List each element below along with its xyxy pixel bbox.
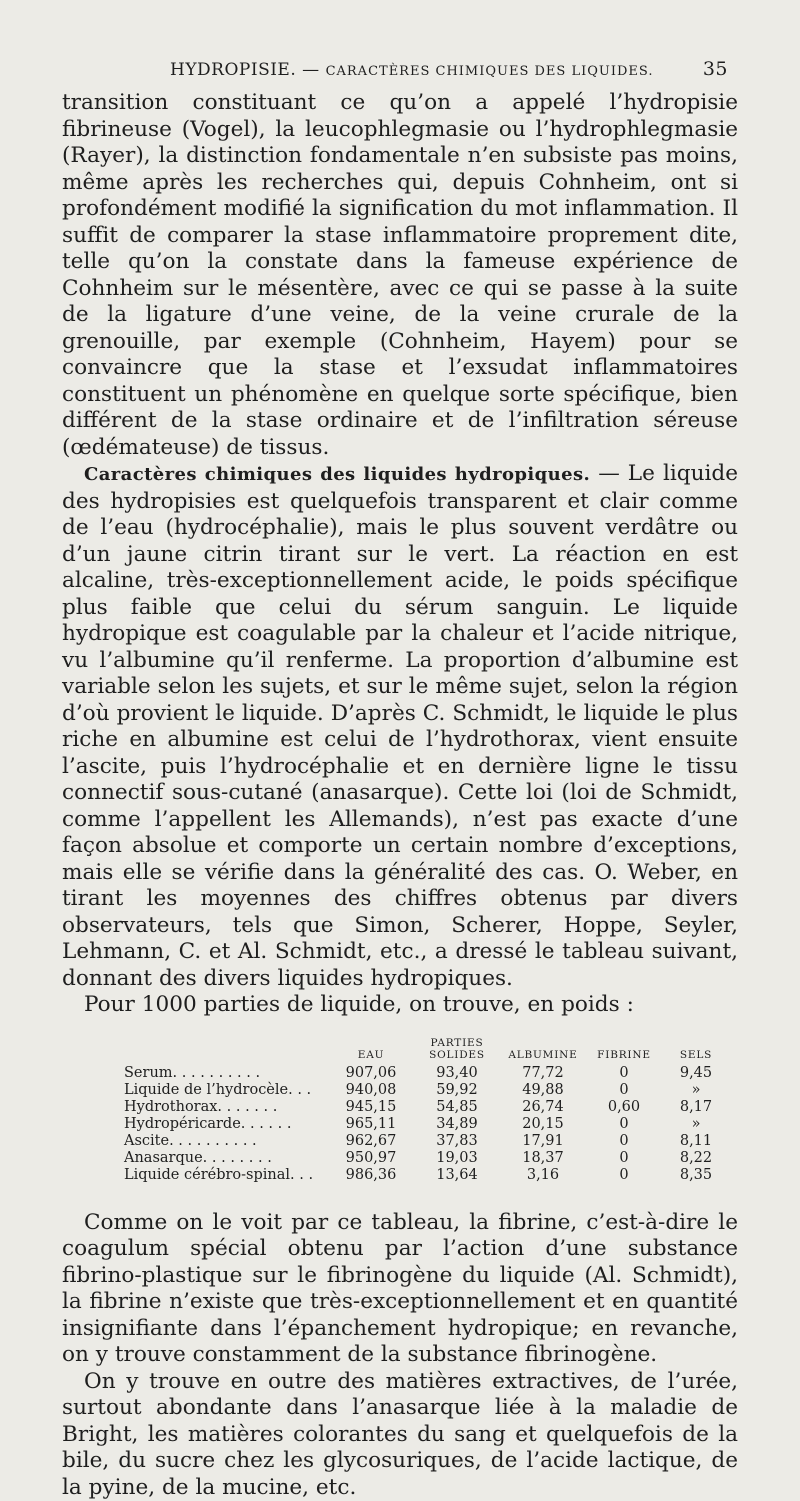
cell-solides: 93,40	[414, 1065, 500, 1082]
cell-eau: 986,36	[328, 1167, 414, 1184]
running-title-rest: CARACTÈRES CHIMIQUES DES LIQUIDES.	[326, 64, 654, 79]
cell-albumine: 3,16	[500, 1167, 586, 1184]
row-label: Liquide de l’hydrocèle. . .	[124, 1082, 328, 1099]
cell-solides: 59,92	[414, 1082, 500, 1099]
cell-eau: 940,08	[328, 1082, 414, 1099]
table-row	[124, 1065, 730, 1082]
table-row	[124, 1099, 730, 1116]
running-title	[170, 60, 653, 80]
cell-sels: 8,11	[662, 1133, 730, 1150]
composition-table	[124, 1037, 730, 1184]
header-fibrine: FIBRINE	[586, 1037, 662, 1065]
cell-eau: 907,06	[328, 1065, 414, 1082]
cell-albumine: 26,74	[500, 1099, 586, 1116]
header-sels: SELS	[662, 1037, 730, 1065]
header-eau: EAU	[328, 1037, 414, 1065]
cell-albumine: 17,91	[500, 1133, 586, 1150]
header-solides-text: SOLIDES	[429, 1049, 485, 1061]
cell-fibrine: 0	[586, 1133, 662, 1150]
cell-fibrine: 0	[586, 1065, 662, 1082]
cell-fibrine: 0	[586, 1116, 662, 1133]
section-heading: Caractères chimiques des liquides hydropiques.	[84, 464, 590, 485]
cell-eau: 950,97	[328, 1150, 414, 1167]
cell-sels: »	[662, 1082, 730, 1099]
cell-sels: 9,45	[662, 1065, 730, 1082]
row-label: Serum. . . . . . . . . .	[124, 1065, 328, 1082]
paragraph-fibrine: Comme on le voit par ce tableau, la fibrine, c’est-à-dire le coagulum spécial obtenu par l’action d’une substance fibrino-plastique sur le fibrinogène du liquide (Al. Schmidt), la fibrine n’existe que très-exceptionnellement et en quantité insignifiante dans l’épanchement hydropique; en revanche, on y trouve constamment de la substance fibrinogène.	[62, 1210, 738, 1369]
cell-albumine: 18,37	[500, 1150, 586, 1167]
cell-fibrine: 0	[586, 1150, 662, 1167]
table-row	[124, 1167, 730, 1184]
cell-fibrine: 0	[586, 1167, 662, 1184]
row-label: Ascite. . . . . . . . . .	[124, 1133, 328, 1150]
cell-albumine: 20,15	[500, 1116, 586, 1133]
header-parties: PARTIES	[430, 1037, 483, 1049]
cell-solides: 13,64	[414, 1167, 500, 1184]
cell-solides: 54,85	[414, 1099, 500, 1116]
cell-solides: 37,83	[414, 1133, 500, 1150]
cell-sels: »	[662, 1116, 730, 1133]
running-header	[62, 58, 738, 80]
running-title-separator: —	[296, 60, 325, 80]
row-label: Anasarque. . . . . . . .	[124, 1150, 328, 1167]
cell-sels: 8,22	[662, 1150, 730, 1167]
row-label: Hydropéricarde. . . . . .	[124, 1116, 328, 1133]
paragraph-table-intro: Pour 1000 parties de liquide, on trouve, en poids :	[62, 992, 738, 1019]
page-number: 35	[703, 58, 728, 80]
paragraph-chemical-body: — Le liquide des hydropisies est quelquefois transparent et clair comme de l’eau (hydrocéphalie), mais le plus souvent verdâtre ou d’un jaune citrin tirant sur le vert. La réaction en est alcaline, très-exceptionnellement acide, le poids spécifique plus faible que celui du sérum sanguin. Le liquide hydropique est coagulable par la chaleur et l’acide nitrique, vu l’albumine qu’il renferme. La proportion d’albumine est variable selon les sujets, et sur le même sujet, selon la région d’où provient le liquide. D’après C. Schmidt, le liquide le plus riche en albumine est celui de l’hydrothorax, vient ensuite l’ascite, puis l’hydrocéphalie et en dernière ligne le tissu connectif sous-cutané (anasarque). Cette loi (loi de Schmidt, comme l’appellent les Allemands), n’est pas exacte d’une façon absolue et comporte un certain nombre d’exceptions, mais elle se vérifie dans la généralité des cas. O. Weber, en tirant les moyennes des chiffres obtenus par divers observateurs, tels que Simon, Scherer, Hoppe, Seyler, Lehmann, C. et Al. Schmidt, etc., a dressé le tableau suivant, donnant des divers liquides hydropiques.	[62, 461, 738, 991]
row-label: Hydrothorax. . . . . . .	[124, 1099, 328, 1116]
cell-fibrine: 0,60	[586, 1099, 662, 1116]
table-header-row	[124, 1037, 730, 1065]
cell-fibrine: 0	[586, 1082, 662, 1099]
header-label	[124, 1037, 328, 1065]
paragraph-continuation: transition constituant ce qu’on a appelé l’hydropisie fibrineuse (Vogel), la leucophlegmasie ou l’hydrophlegmasie (Rayer), la distinction fondamentale n’en subsiste pas moins, même après les recherches qui, depuis Cohnheim, ont si profondément modifié la signification du mot inflammation. Il suffit de comparer la stase inflammatoire proprement dite, telle qu’on la constate dans la fameuse expérience de Cohnheim sur le mésentère, avec ce qui se passe à la suite de la ligature d’une veine, de la veine crurale de la grenouille, par exemple (Cohnheim, Hayem) pour se convaincre que la stase et l’exsudat inflammatoires constituent un phénomène en quelque sorte spécifique, bien différent de la stase ordinaire et de l’infiltration séreuse (œdémateuse) de tissus.	[62, 90, 738, 461]
cell-solides: 34,89	[414, 1116, 500, 1133]
cell-eau: 965,11	[328, 1116, 414, 1133]
row-label: Liquide cérébro-spinal. . .	[124, 1167, 328, 1184]
cell-sels: 8,17	[662, 1099, 730, 1116]
table-row	[124, 1082, 730, 1099]
cell-albumine: 49,88	[500, 1082, 586, 1099]
header-albumine: ALBUMINE	[500, 1037, 586, 1065]
cell-sels: 8,35	[662, 1167, 730, 1184]
paragraph-extractives: On y trouve en outre des matières extractives, de l’urée, surtout abondante dans l’anasarque liée à la maladie de Bright, les matières colorantes du sang et quelquefois de la bile, du sucre chez les glycosuriques, de l’acide lactique, de la pyine, de la mucine, etc.	[62, 1369, 738, 1501]
cell-eau: 945,15	[328, 1099, 414, 1116]
table-row	[124, 1116, 730, 1133]
cell-albumine: 77,72	[500, 1065, 586, 1082]
table-row	[124, 1150, 730, 1167]
running-title-main: HYDROPISIE.	[170, 60, 296, 80]
table-row	[124, 1133, 730, 1150]
cell-eau: 962,67	[328, 1133, 414, 1150]
cell-solides: 19,03	[414, 1150, 500, 1167]
paragraph-chemical-characters	[62, 461, 738, 992]
header-solides	[414, 1037, 500, 1065]
